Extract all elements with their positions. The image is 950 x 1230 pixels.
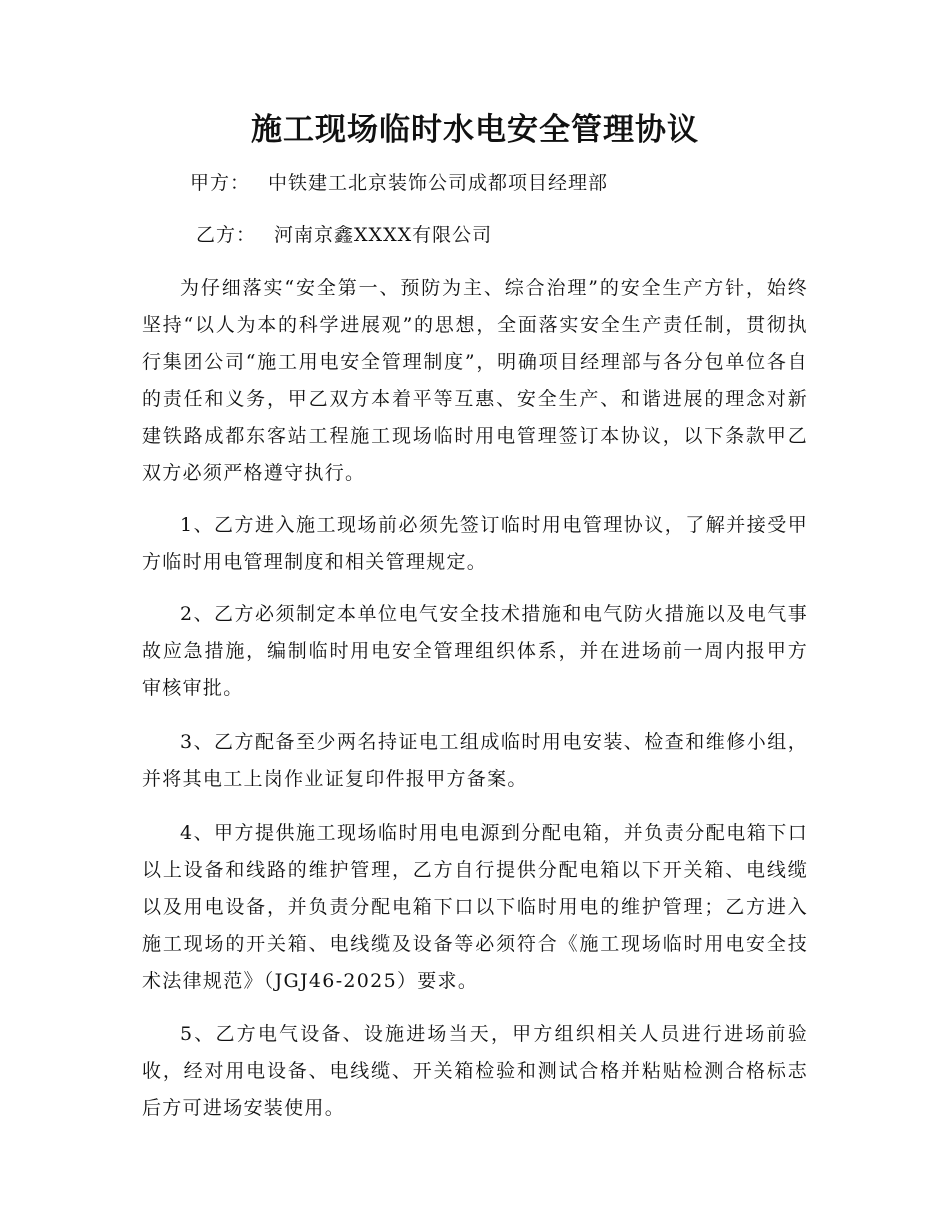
party-b-line: [196, 220, 492, 250]
clause-5: 5、乙方电气设备、设施进场当天，甲方组织相关人员进行进场前验收，经对用电设备、电线缆、开关箱检验和测试合格并粘贴检测合格标志后方可进场安装使用。: [142, 1023, 808, 1119]
party-b-name: 河南京鑫XXXX有限公司: [274, 224, 493, 246]
party-b-label: 乙方：: [196, 224, 257, 246]
party-a-name: 中铁建工北京装饰公司成都项目经理部: [268, 172, 609, 194]
document-title: 施工现场临时水电安全管理协议: [251, 112, 699, 148]
clause-3: 3、乙方配备至少两名持证电工组成临时用电安装、检查和维修小组，并将其电工上岗作业证复印件报甲方备案。: [142, 731, 808, 790]
party-a-line: [190, 168, 608, 198]
party-a-label: 甲方：: [190, 172, 251, 194]
clause-2: 2、乙方必须制定本单位电气安全技术措施和电气防火措施以及电气事故应急措施，编制临时用电安全管理组织体系，并在进场前一周内报甲方审核审批。: [142, 603, 808, 699]
clause-1: 1、乙方进入施工现场前必须先签订临时用电管理协议，了解并接受甲方临时用电管理制度和相关管理规定。: [142, 514, 808, 573]
intro-paragraph: 为仔细落实“安全第一、预防为主、综合治理”的安全生产方针，始终坚持“以人为本的科学进展观”的思想，全面落实安全生产责任制，贯彻执行集团公司“施工用电安全管理制度”，明确项目经理部与各分包单位各自的责任和义务，甲乙双方本着平等互惠、安全生产、和谐进展的理念对新建铁路成都东客站工程施工现场临时用电管理签订本协议，以下条款甲乙双方必须严格遵守执行。: [142, 277, 808, 484]
clause-4: 4、甲方提供施工现场临时用电电源到分配电箱，并负责分配电箱下口以上设备和线路的维护管理，乙方自行提供分配电箱以下开关箱、电线缆以及用电设备，并负责分配电箱下口以下临时用电的维护管理；乙方进入施工现场的开关箱、电线缆及设备等必须符合《施工现场临时用电安全技术法律规范》（JGJ46-2025）要求。: [142, 822, 808, 992]
